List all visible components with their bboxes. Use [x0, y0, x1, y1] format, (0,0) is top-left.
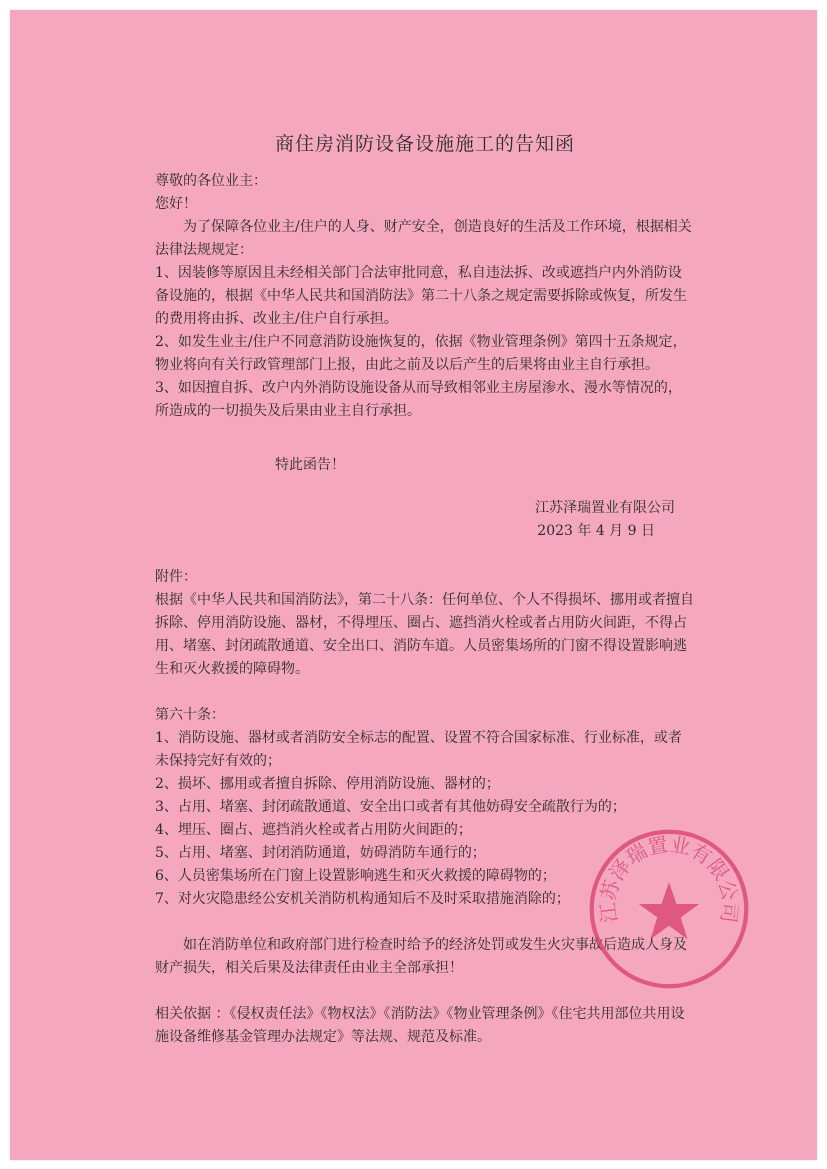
clause-1: 1、因装修等原因且未经相关部门合法审批同意，私自违法拆、改或遮挡户内外消防设备设施的，根据《中华人民共和国消防法》第二十八条之规定需要拆除或恢复，所发生的费用将由拆、改业主/住户自行承担。	[155, 265, 687, 327]
appendix-text: 根据《中华人民共和国消防法》，第二十八条：任何单位、个人不得损坏、挪用或者擅自拆除、停用消防设施、器材，不得埋压、圈占、遮挡消火栓或者占用防火间距，不得占用、堵塞、封闭疏散通道、安全出口、消防车道。人员密集场所的门窗不得设置影响逃生和灭火救援的障碍物。	[155, 592, 694, 677]
salutation: 尊敬的各位业主：	[155, 173, 267, 189]
article60-item-6: 6、人员密集场所在门窗上设置影响逃生和灭火救援的障碍物的；	[155, 868, 556, 884]
intro-paragraph: 为了保障各位业主/住户的人身、财产安全，创造良好的生活及工作环境，根据相关法律法规规定：	[155, 219, 692, 258]
seal-text: 江苏泽瑞置业有限公司	[595, 832, 743, 925]
greeting: 您好！	[155, 196, 197, 212]
legal-basis: 相关依据 ：《侵权责任法》《物权法》《消防法》《物业管理条例》《住宅共用部位共用设施设备维修基金管理办法规定》等法规、规范及标准。	[155, 1006, 685, 1045]
article60-item-4: 4、埋压、圈占、遮挡消火栓或者占用防火间距的；	[155, 822, 472, 838]
appendix-label: 附件：	[155, 569, 197, 585]
penalty-note: 如在消防单位和政府部门进行检查时给予的经济处罚或发生火灾事故后造成人身及财产损失，相关后果及法律责任由业主全部承担！	[155, 937, 687, 976]
article60-item-5: 5、占用、堵塞、封闭消防通道，妨碍消防车通行的；	[155, 845, 486, 861]
company-signature: 江苏泽瑞置业有限公司	[535, 500, 675, 516]
document-title: 商住房消防设备设施施工的告知函	[274, 133, 575, 155]
seal-star-icon	[639, 882, 699, 939]
spacer	[155, 681, 695, 704]
article60-item-3: 3、占用、堵塞、封闭疏散通道、安全出口或者有其他妨碍安全疏散行为的；	[155, 799, 626, 815]
article60-item-1: 1、消防设施、器材或者消防安全标志的配置、设置不符合国家标准、行业标准，或者未保持完好有效的；	[155, 730, 682, 769]
spacer	[155, 543, 695, 566]
pink-paper-sheet	[10, 10, 817, 1160]
article60-label: 第六十条：	[155, 707, 225, 723]
clause-2: 2、如发生业主/住户不同意消防设施恢复的，依据《物业管理条例》第四十五条规定，物业将向有关行政管理部门上报，由此之前及以后产生的后果将由业主自行承担。	[155, 334, 687, 373]
spacer	[155, 423, 695, 446]
signature-date: 2023 年 4 月 9 日	[537, 523, 655, 539]
article60-item-7: 7、对火灾隐患经公安机关消防机构通知后不及时采取措施消除的；	[155, 891, 570, 907]
company-seal-stamp	[585, 825, 753, 993]
article60-item-2: 2、损坏、挪用或者擅自拆除、停用消防设施、器材的；	[155, 776, 500, 792]
clause-3: 3、如因擅自拆、改户内外消防设施设备从而导致相邻业主房屋渗水、漫水等情况的，所造成的一切损失及后果由业主自行承担。	[155, 380, 682, 419]
closing-remark: 特此函告！	[275, 457, 345, 473]
